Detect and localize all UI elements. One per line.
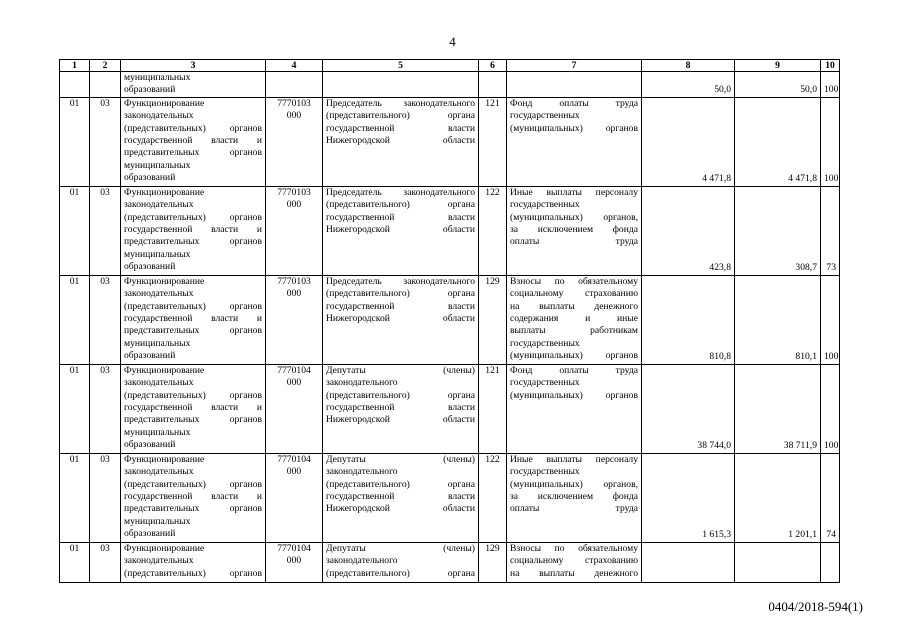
cell-line: Нижегородской области xyxy=(326,135,475,147)
cell-line: 7770104 xyxy=(277,542,311,554)
cell-c2 xyxy=(90,72,121,98)
cell-c3 xyxy=(121,97,266,186)
cell-line: Иные выплаты персоналу xyxy=(510,186,638,198)
cell-c10: 100 xyxy=(821,364,840,453)
cell-c7 xyxy=(507,542,642,582)
table-row xyxy=(60,364,840,453)
cell-line: образований xyxy=(124,172,176,184)
cell-line: законодательных xyxy=(124,288,194,300)
cell-c3 xyxy=(121,72,266,98)
cell-line: (представительных) органов xyxy=(124,567,262,579)
cell-line: Фонд оплаты труда xyxy=(510,364,638,376)
cell-c8: 38 744,0 xyxy=(642,364,735,453)
cell-line: (представительного) органа xyxy=(326,478,475,490)
cell-c4 xyxy=(266,542,323,582)
cell-c7 xyxy=(507,186,642,275)
cell-c10: 100 xyxy=(821,275,840,364)
cell-line: представительных органов xyxy=(124,325,262,337)
cell-c2: 03 xyxy=(90,97,121,186)
cell-line: 7770103 xyxy=(277,186,311,198)
cell-c9: 4 471,8 xyxy=(735,97,821,186)
cell-c8: 50,0 xyxy=(642,72,735,98)
table-row xyxy=(60,453,840,542)
cell-line: государственной власти и xyxy=(124,491,262,503)
cell-line: 7770103 xyxy=(277,275,311,287)
cell-c8: 423,8 xyxy=(642,186,735,275)
cell-line: Функционирование xyxy=(124,364,205,376)
cell-line: 000 xyxy=(286,199,302,211)
cell-c9: 50,0 xyxy=(735,72,821,98)
table-row xyxy=(60,186,840,275)
table-row xyxy=(60,72,840,98)
table-body xyxy=(60,72,840,583)
budget-table xyxy=(59,59,840,583)
cell-line: 7770104 xyxy=(277,453,311,465)
cell-line: образований xyxy=(124,261,176,273)
cell-line: законодательных xyxy=(124,555,194,567)
cell-c9: 810,1 xyxy=(735,275,821,364)
cell-line: 000 xyxy=(286,555,302,567)
cell-line: (муниципальных) органов xyxy=(510,122,638,134)
cell-line: законодательных xyxy=(124,199,194,211)
cell-c5 xyxy=(323,453,479,542)
cell-c1: 01 xyxy=(60,97,90,186)
cell-c8: 810,8 xyxy=(642,275,735,364)
cell-line: образований xyxy=(124,84,176,96)
cell-c10: 74 xyxy=(821,453,840,542)
cell-line: муниципальных xyxy=(124,72,191,83)
cell-line: законодательных xyxy=(124,466,194,478)
cell-line: Депутаты (члены) xyxy=(326,364,475,376)
column-header-6: 6 xyxy=(479,60,507,72)
cell-line: оплаты труда xyxy=(510,503,638,515)
cell-line: государственных xyxy=(510,110,580,122)
cell-line: муниципальных xyxy=(124,426,191,438)
cell-line: (муниципальных) органов, xyxy=(510,478,638,490)
cell-c4 xyxy=(266,275,323,364)
cell-line: муниципальных xyxy=(124,515,191,527)
cell-line: (представительных) органов xyxy=(124,122,262,134)
cell-line: за исключением фонда xyxy=(510,491,638,503)
cell-line: Нижегородской области xyxy=(326,503,475,515)
cell-c10: 73 xyxy=(821,186,840,275)
cell-c1 xyxy=(60,72,90,98)
cell-line: муниципальных xyxy=(124,248,191,260)
cell-c3 xyxy=(121,453,266,542)
cell-c6: 121 xyxy=(479,364,507,453)
cell-c2: 03 xyxy=(90,275,121,364)
cell-line: Взносы по обязательному xyxy=(510,275,638,287)
table-row xyxy=(60,275,840,364)
cell-c9: 1 201,1 xyxy=(735,453,821,542)
cell-line: Депутаты (члены) xyxy=(326,542,475,554)
cell-c8 xyxy=(642,542,735,582)
cell-line: государственной власти и xyxy=(124,135,262,147)
cell-line: государственной власти и xyxy=(124,224,262,236)
cell-line: Председатель законодательного xyxy=(326,275,475,287)
cell-line: Функционирование xyxy=(124,97,205,109)
cell-c1: 01 xyxy=(60,453,90,542)
cell-line: законодательных xyxy=(124,377,194,389)
cell-line: Фонд оплаты труда xyxy=(510,97,638,109)
cell-c6: 122 xyxy=(479,453,507,542)
cell-line: Функционирование xyxy=(124,453,205,465)
cell-line: государственной власти и xyxy=(124,402,262,414)
cell-line: государственной власти и xyxy=(124,313,262,325)
cell-line: (представительного) органа xyxy=(326,110,475,122)
cell-c2: 03 xyxy=(90,186,121,275)
column-header-9: 9 xyxy=(735,60,821,72)
cell-c1: 01 xyxy=(60,364,90,453)
cell-line: (муниципальных) органов xyxy=(510,389,638,401)
cell-c9 xyxy=(735,542,821,582)
cell-c10: 100 xyxy=(821,97,840,186)
cell-line: Председатель законодательного xyxy=(326,186,475,198)
cell-c4 xyxy=(266,364,323,453)
cell-line: (представительных) органов xyxy=(124,478,262,490)
cell-line: законодательного xyxy=(326,555,398,567)
cell-c9: 38 711,9 xyxy=(735,364,821,453)
cell-c5 xyxy=(323,364,479,453)
cell-c7 xyxy=(507,364,642,453)
cell-c1: 01 xyxy=(60,275,90,364)
cell-c2: 03 xyxy=(90,542,121,582)
cell-line: муниципальных xyxy=(124,337,191,349)
cell-line: (представительных) органов xyxy=(124,300,262,312)
cell-line: государственных xyxy=(510,337,580,349)
cell-c5 xyxy=(323,186,479,275)
cell-c10: 100 xyxy=(821,72,840,98)
cell-line: (представительного) органа xyxy=(326,567,475,579)
cell-line: (представительного) органа xyxy=(326,288,475,300)
cell-line: за исключением фонда xyxy=(510,224,638,236)
cell-line: Функционирование xyxy=(124,275,205,287)
cell-c8: 4 471,8 xyxy=(642,97,735,186)
column-header-3: 3 xyxy=(121,60,266,72)
table-row xyxy=(60,542,840,582)
column-header-10: 10 xyxy=(821,60,840,72)
cell-line: социальному страхованию xyxy=(510,288,638,300)
cell-line: оплаты труда xyxy=(510,236,638,248)
cell-line: социальному страхованию xyxy=(510,555,638,567)
cell-c7 xyxy=(507,453,642,542)
cell-c5 xyxy=(323,97,479,186)
cell-line: (представительного) органа xyxy=(326,199,475,211)
column-header-4: 4 xyxy=(266,60,323,72)
cell-line: представительных органов xyxy=(124,236,262,248)
cell-line: государственной власти xyxy=(326,300,475,312)
column-header-5: 5 xyxy=(323,60,479,72)
cell-c7 xyxy=(507,97,642,186)
cell-line: государственных xyxy=(510,199,580,211)
cell-c3 xyxy=(121,275,266,364)
cell-c4 xyxy=(266,453,323,542)
cell-line: Функционирование xyxy=(124,542,205,554)
cell-line: 000 xyxy=(286,466,302,478)
cell-c3 xyxy=(121,542,266,582)
cell-c6: 129 xyxy=(479,275,507,364)
cell-line: государственной власти xyxy=(326,402,475,414)
cell-c8: 1 615,3 xyxy=(642,453,735,542)
header-row xyxy=(60,60,840,72)
cell-line: содержания и иные xyxy=(510,313,638,325)
cell-c5 xyxy=(323,275,479,364)
cell-c5 xyxy=(323,542,479,582)
cell-c6: 121 xyxy=(479,97,507,186)
cell-c4 xyxy=(266,72,323,98)
cell-line: на выплаты денежного xyxy=(510,567,638,579)
cell-line: (представительного) органа xyxy=(326,389,475,401)
column-header-8: 8 xyxy=(642,60,735,72)
cell-c4 xyxy=(266,97,323,186)
cell-line: (представительных) органов xyxy=(124,211,262,223)
cell-c1: 01 xyxy=(60,542,90,582)
cell-line: представительных органов xyxy=(124,414,262,426)
cell-line: муниципальных xyxy=(124,159,191,171)
cell-line: Функционирование xyxy=(124,186,205,198)
cell-line: (представительных) органов xyxy=(124,389,262,401)
cell-c3 xyxy=(121,186,266,275)
cell-line: законодательного xyxy=(326,377,398,389)
cell-c2: 03 xyxy=(90,453,121,542)
cell-c6: 122 xyxy=(479,186,507,275)
document-code: 0404/2018-594(1) xyxy=(768,599,863,614)
cell-line: 000 xyxy=(286,110,302,122)
cell-line: Иные выплаты персоналу xyxy=(510,453,638,465)
cell-line: Нижегородской области xyxy=(326,313,475,325)
cell-line: Депутаты (члены) xyxy=(326,453,475,465)
cell-line: на выплаты денежного xyxy=(510,300,638,312)
cell-line: представительных органов xyxy=(124,147,262,159)
cell-line: Нижегородской области xyxy=(326,414,475,426)
cell-line: (муниципальных) органов xyxy=(510,350,638,362)
column-header-2: 2 xyxy=(90,60,121,72)
column-header-1: 1 xyxy=(60,60,90,72)
cell-line: Взносы по обязательному xyxy=(510,542,638,554)
cell-c7 xyxy=(507,72,642,98)
cell-line: образований xyxy=(124,528,176,540)
cell-line: государственной власти xyxy=(326,122,475,134)
cell-c9: 308,7 xyxy=(735,186,821,275)
cell-line: законодательного xyxy=(326,466,398,478)
cell-line: Председатель законодательного xyxy=(326,97,475,109)
column-header-7: 7 xyxy=(507,60,642,72)
cell-line: Нижегородской области xyxy=(326,224,475,236)
cell-line: (муниципальных) органов, xyxy=(510,211,638,223)
cell-line: государственных xyxy=(510,466,580,478)
cell-c10 xyxy=(821,542,840,582)
cell-c6: 129 xyxy=(479,542,507,582)
cell-line: выплаты работникам xyxy=(510,325,638,337)
cell-c7 xyxy=(507,275,642,364)
page-number: 4 xyxy=(449,34,456,49)
cell-c1: 01 xyxy=(60,186,90,275)
cell-line: государственной власти xyxy=(326,211,475,223)
cell-line: законодательных xyxy=(124,110,194,122)
cell-c6 xyxy=(479,72,507,98)
cell-line: 7770104 xyxy=(277,364,311,376)
cell-line: 000 xyxy=(286,377,302,389)
cell-line: 7770103 xyxy=(277,97,311,109)
cell-line: представительных органов xyxy=(124,503,262,515)
cell-line: образований xyxy=(124,350,176,362)
cell-line: образований xyxy=(124,439,176,451)
table-row xyxy=(60,97,840,186)
cell-c4 xyxy=(266,186,323,275)
cell-line: государственных xyxy=(510,377,580,389)
cell-c2: 03 xyxy=(90,364,121,453)
cell-line: 000 xyxy=(286,288,302,300)
cell-line: государственной власти xyxy=(326,491,475,503)
cell-c5 xyxy=(323,72,479,98)
cell-c3 xyxy=(121,364,266,453)
